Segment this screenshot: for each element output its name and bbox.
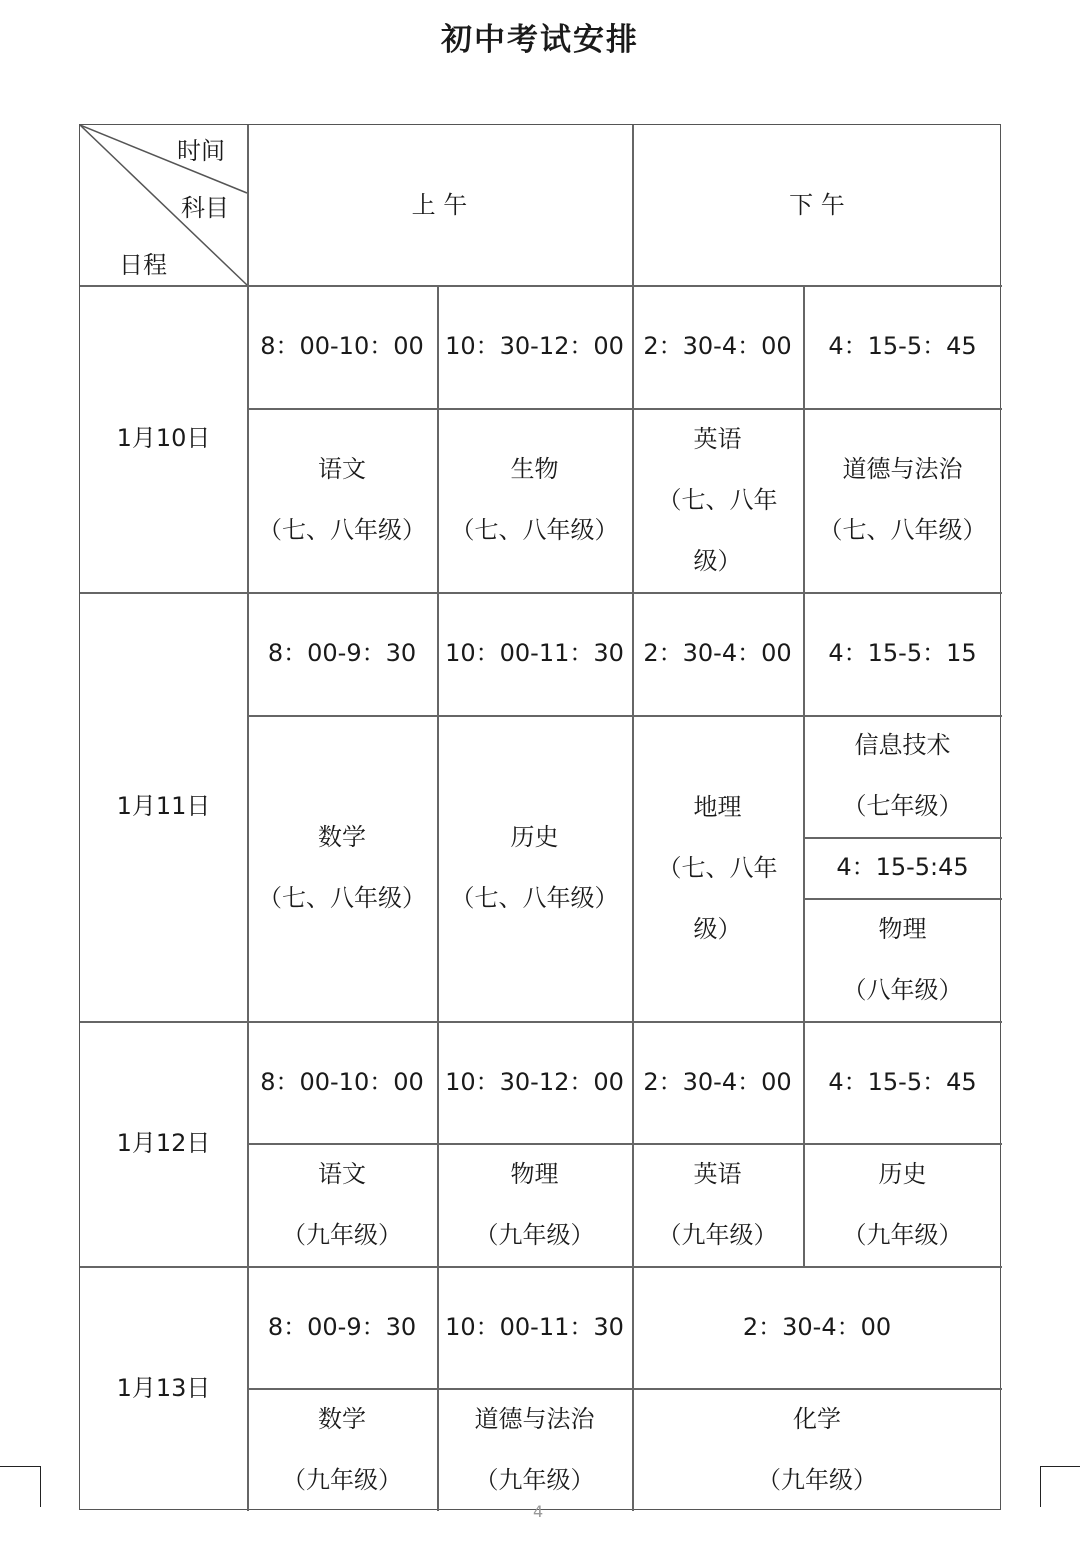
subject-grade: （九年级） xyxy=(657,1220,778,1249)
date-cell xyxy=(80,1266,247,1511)
subject-name: 生物 xyxy=(510,455,559,483)
time-cell xyxy=(437,592,632,715)
subject-name: 道德与法治 xyxy=(842,455,963,483)
time-cell xyxy=(437,1266,632,1388)
time-text: 2：30-4：00 xyxy=(643,639,792,667)
subject-cell xyxy=(803,408,1002,592)
time-text: 10：30-12：00 xyxy=(445,1067,624,1096)
subject-name: 道德与法治 xyxy=(474,1404,595,1433)
time-cell xyxy=(803,1021,1002,1143)
subject-grade: （九年级） xyxy=(474,1220,595,1249)
subject-grade: （七、八年级） xyxy=(818,516,987,544)
subject-grade: （七、八年级） xyxy=(450,884,619,912)
time-cell xyxy=(632,1266,1002,1388)
time-cell xyxy=(247,285,437,408)
subject-cell xyxy=(437,715,632,1021)
time-text: 2：30-4：00 xyxy=(643,1067,792,1096)
time-text: 8：00-10：00 xyxy=(260,1067,424,1096)
time-cell xyxy=(437,285,632,408)
subject-grade: （七年级） xyxy=(842,792,963,820)
date-text: 1月11日 xyxy=(116,792,211,820)
subject-grade: （七、八年级） xyxy=(657,485,778,575)
exam-schedule-table xyxy=(79,124,1001,1510)
date-cell xyxy=(80,285,247,592)
time-text: 4：15-5:45 xyxy=(836,853,969,881)
subject-grade: （七、八年级） xyxy=(258,884,426,912)
subject-cell xyxy=(803,1143,1002,1266)
time-cell xyxy=(437,1021,632,1143)
subject-grade: （九年级） xyxy=(282,1220,402,1249)
subject-grade: （九年级） xyxy=(474,1465,595,1494)
subject-name: 物理 xyxy=(878,914,927,943)
subject-name: 历史 xyxy=(878,1159,927,1188)
subject-name: 数学 xyxy=(318,1404,366,1433)
date-text: 1月13日 xyxy=(116,1374,211,1402)
time-cell xyxy=(247,1266,437,1388)
date-text: 1月10日 xyxy=(116,424,211,452)
subject-name: 语文 xyxy=(318,1159,366,1188)
page-number: 4 xyxy=(533,1502,544,1521)
time-text: 10：00-11：30 xyxy=(445,1312,624,1341)
crop-mark-right xyxy=(1040,1466,1080,1507)
subject-name: 英语 xyxy=(693,1159,742,1188)
subject-grade: （八年级） xyxy=(842,975,963,1004)
time-cell xyxy=(632,592,803,715)
subject-cell xyxy=(437,1388,632,1511)
subject-name: 地理 xyxy=(693,792,742,821)
subject-grade: （七、八年级） xyxy=(258,516,426,544)
subject-name: 化学 xyxy=(793,1404,841,1433)
corner-label-time: 时间 xyxy=(177,137,225,165)
page-title: 初中考试安排 xyxy=(441,22,639,58)
subject-cell xyxy=(803,898,1002,1021)
header-afternoon xyxy=(632,125,1002,285)
subject-cell xyxy=(803,715,1002,837)
date-cell xyxy=(80,592,247,1021)
time-text: 2：30-4：00 xyxy=(643,332,792,360)
time-text: 10：00-11：30 xyxy=(445,639,624,667)
subject-name: 语文 xyxy=(318,455,366,483)
time-text: 8：00-9：30 xyxy=(267,1312,417,1341)
time-text: 2：30-4：00 xyxy=(742,1312,892,1341)
subject-grade: （七、八年级） xyxy=(657,853,778,943)
subject-cell xyxy=(632,715,803,1021)
time-text: 4：15-5：15 xyxy=(828,639,977,667)
subject-cell xyxy=(247,408,437,592)
time-text: 4：15-5：45 xyxy=(828,332,977,360)
subject-cell xyxy=(247,1143,437,1266)
subject-name: 历史 xyxy=(510,823,559,851)
subject-cell xyxy=(247,1388,437,1511)
time-text: 8：00-9：30 xyxy=(267,639,417,667)
time-cell xyxy=(803,837,1002,898)
time-cell xyxy=(632,285,803,408)
time-cell xyxy=(803,285,1002,408)
corner-label-subject: 科目 xyxy=(181,194,229,222)
time-text: 4：15-5：45 xyxy=(828,1067,977,1096)
subject-cell xyxy=(632,408,803,592)
time-cell xyxy=(247,592,437,715)
subject-grade: （九年级） xyxy=(757,1465,877,1494)
subject-cell xyxy=(632,1143,803,1266)
subject-cell xyxy=(437,1143,632,1266)
time-cell xyxy=(632,1021,803,1143)
date-text: 1月12日 xyxy=(116,1129,211,1157)
date-cell xyxy=(80,1021,247,1266)
header-afternoon-text: 下 午 xyxy=(789,190,845,219)
subject-cell xyxy=(437,408,632,592)
header-morning-text: 上 午 xyxy=(411,190,468,219)
subject-name: 信息技术 xyxy=(854,731,951,759)
subject-grade: （七、八年级） xyxy=(450,516,619,544)
time-text: 10：30-12：00 xyxy=(445,332,624,360)
subject-grade: （九年级） xyxy=(842,1220,963,1249)
header-morning xyxy=(247,125,632,285)
crop-mark-left xyxy=(0,1466,41,1507)
time-text: 8：00-10：00 xyxy=(260,332,424,360)
time-cell xyxy=(247,1021,437,1143)
subject-cell xyxy=(632,1388,1002,1511)
subject-grade: （九年级） xyxy=(282,1465,402,1494)
subject-name: 数学 xyxy=(318,823,366,851)
subject-name: 物理 xyxy=(510,1159,559,1188)
time-cell xyxy=(803,592,1002,715)
subject-name: 英语 xyxy=(693,424,742,453)
corner-label-date: 日程 xyxy=(119,251,167,279)
subject-cell xyxy=(247,715,437,1021)
